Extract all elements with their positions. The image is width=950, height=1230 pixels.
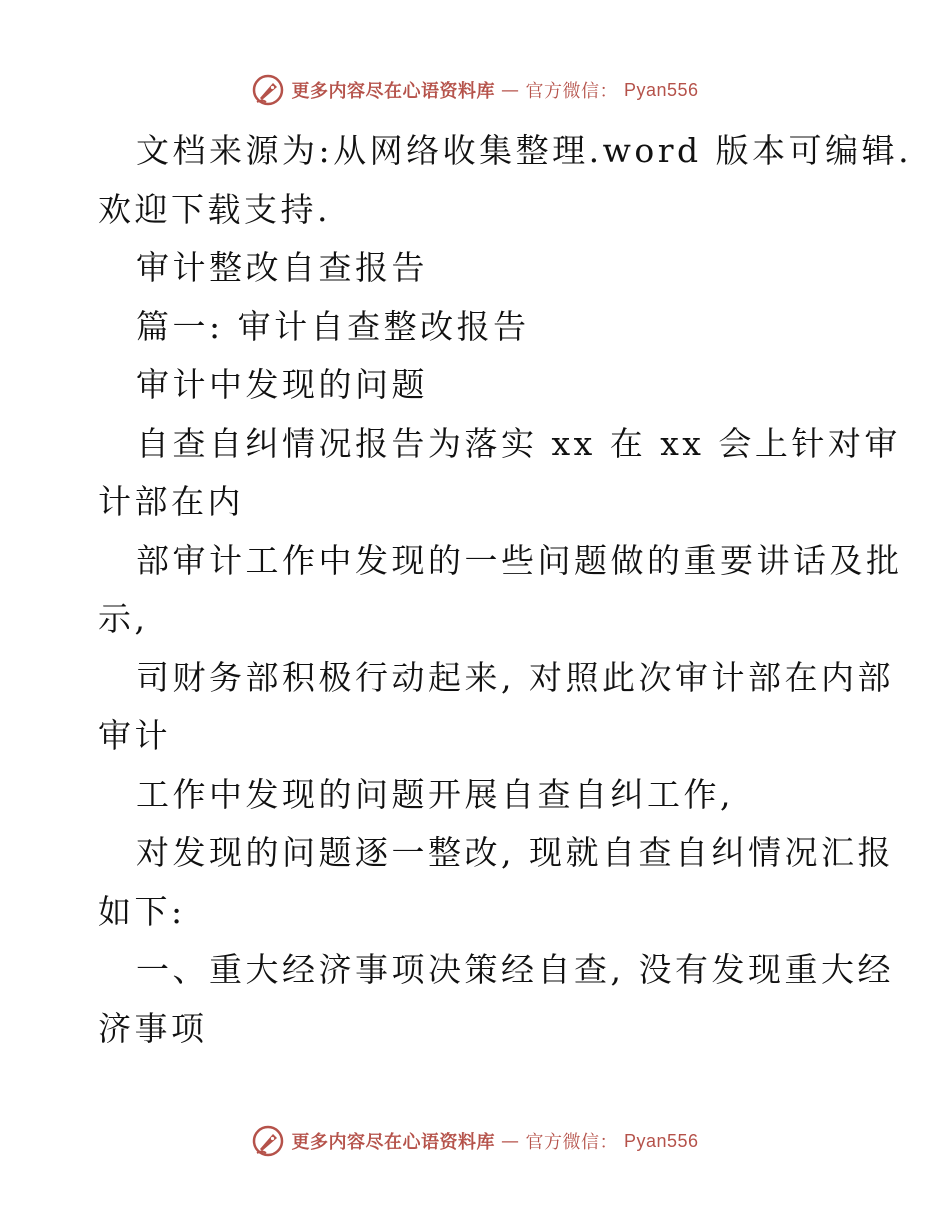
footer-banner [0, 1121, 950, 1161]
body-line: 示, [98, 599, 149, 638]
body-line: 欢迎下载支持. [98, 189, 331, 229]
body-line: 一、重大经济事项决策经自查, 没有发现重大经 [136, 950, 894, 989]
pen-nib-logo-icon [251, 1124, 285, 1158]
banner-brand-text: 更多内容尽在心语资料库 [291, 81, 495, 102]
banner-wechat-id: Pyan556 [623, 79, 699, 100]
body-line: 如下: [98, 891, 186, 931]
subsection-heading: 审计中发现的问题 [136, 365, 428, 404]
body-line: 审计 [98, 716, 171, 755]
banner-wechat-id: Pyan556 [623, 1130, 699, 1151]
document-title: 审计整改自查报告 [136, 248, 428, 287]
banner-brand-text: 更多内容尽在心语资料库 [291, 1132, 495, 1153]
banner-dash: — [500, 79, 520, 101]
header-banner [0, 70, 950, 110]
banner-dash: — [500, 1130, 520, 1152]
banner-wechat-label: 官方微信： [525, 1132, 618, 1153]
body-line: 济事项 [98, 1008, 208, 1048]
banner-wechat-label: 官方微信： [525, 81, 618, 102]
body-line: 部审计工作中发现的一些问题做的重要讲话及批 [136, 540, 903, 580]
document-body [98, 122, 913, 1058]
body-line: 工作中发现的问题开展自查自纠工作, [136, 774, 734, 814]
body-line: 文档来源为:从网络收集整理.word 版本可编辑. [136, 131, 913, 170]
body-line: 计部在内 [98, 482, 244, 521]
pen-nib-logo-icon [251, 73, 285, 107]
body-line: 自查自纠情况报告为落实 xx 在 xx 会上针对审 [136, 423, 901, 463]
body-line: 对发现的问题逐一整改, 现就自查自纠情况汇报 [136, 833, 894, 872]
body-line: 司财务部积极行动起来, 对照此次审计部在内部 [136, 657, 894, 697]
section-heading: 篇一: 审计自查整改报告 [136, 306, 530, 346]
